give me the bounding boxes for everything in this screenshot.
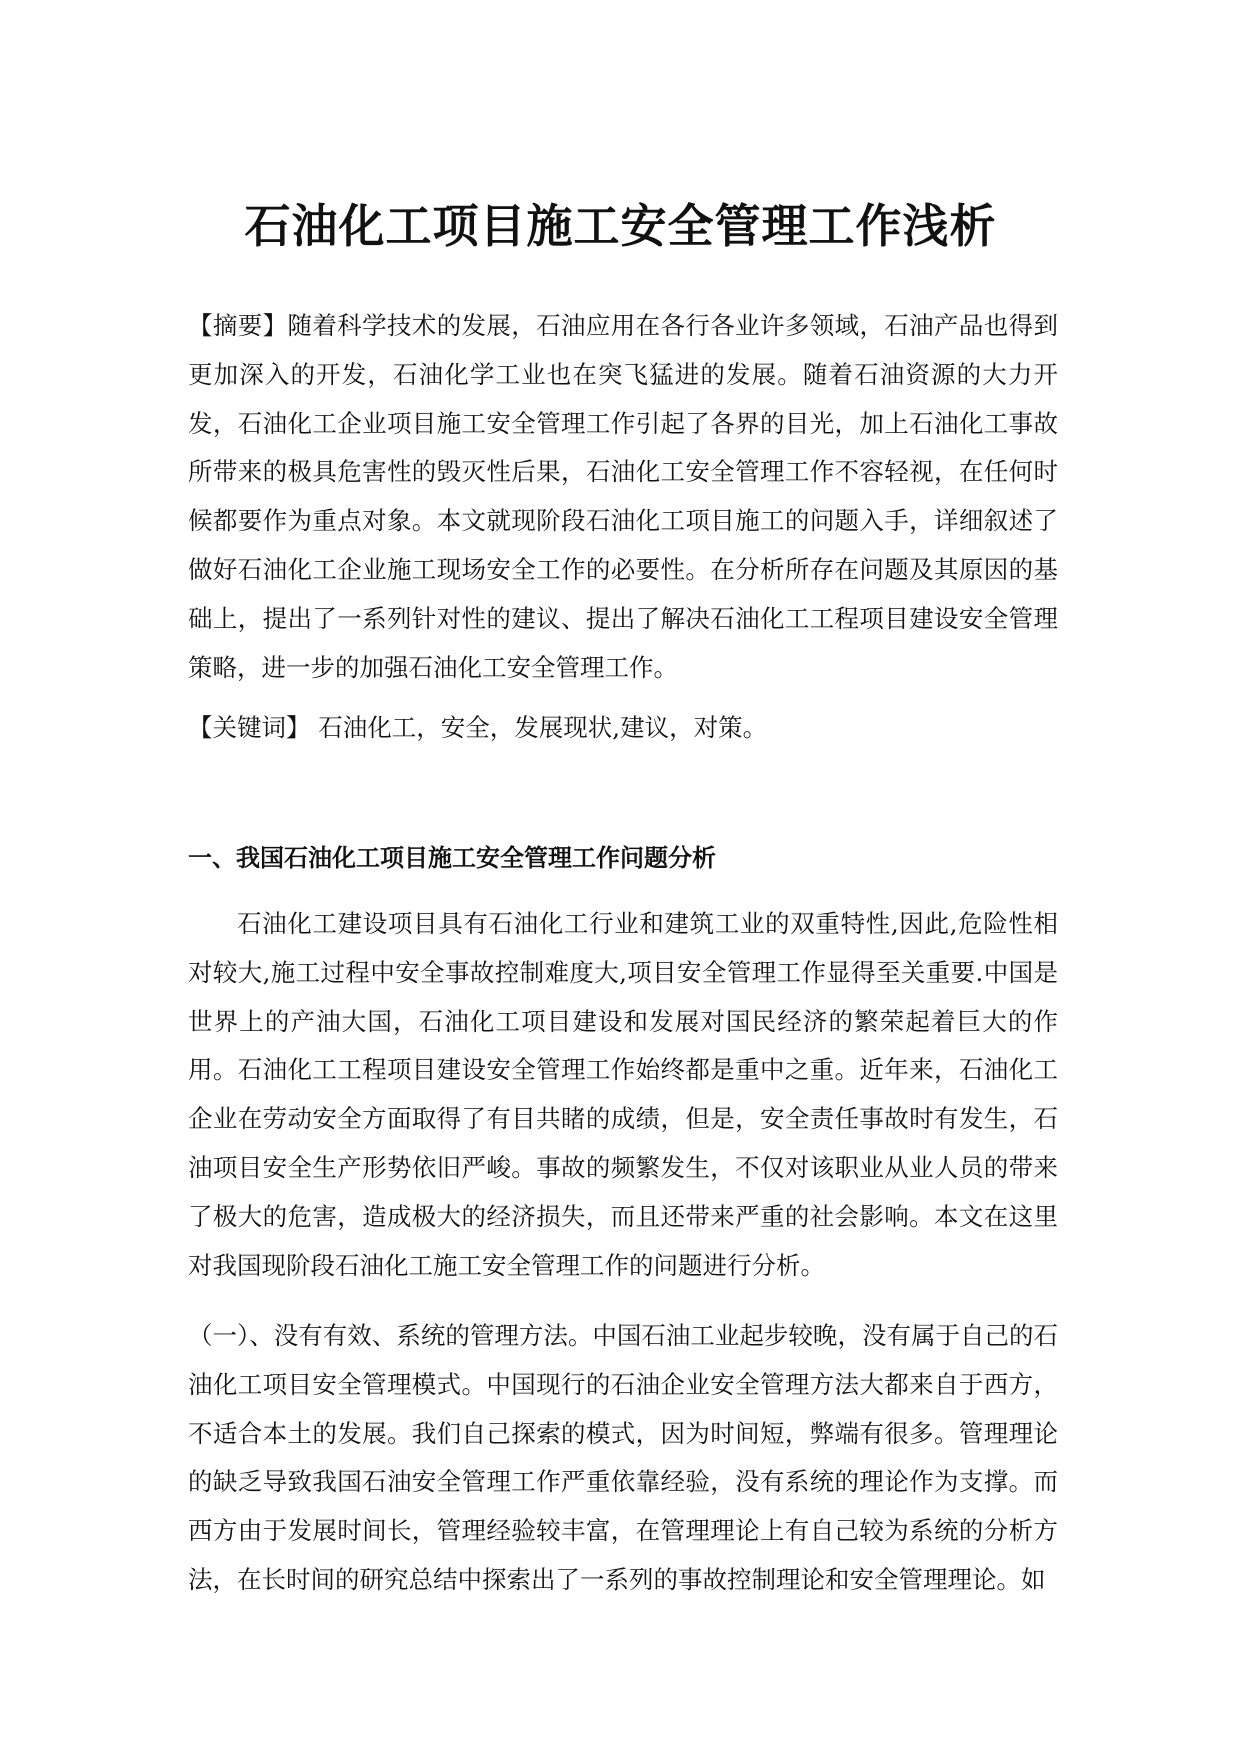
keywords-label: 【关键词】 <box>188 713 311 742</box>
keywords-paragraph <box>188 704 1058 753</box>
abstract-text: 随着科学技术的发展，石油应用在各行各业许多领域，石油产品也得到更加深入的开发，石油化学工业也在突飞猛进的发展。随着石油资源的大力开发，石油化工企业项目施工安全管理工作引起了各界的目光，加上石油化工事故所带来的极具危害性的毁灭性后果，石油化工安全管理工作不容轻视，在任何时候都要作为重点对象。本文就现阶段石油化工项目施工的问题入手，详细叙述了做好石油化工企业施工现场安全工作的必要性。在分析所存在问题及其原因的基础上，提出了一系列针对性的建议、提出了解决石油化工工程项目建设安全管理策略，进一步的加强石油化工安全管理工作。 <box>188 311 1059 682</box>
keywords-text: 石油化工，安全，发展现状,建议，对策。 <box>310 713 768 742</box>
abstract-label: 【摘要】 <box>188 311 288 340</box>
document-title: 石油化工项目施工安全管理工作浅析 <box>244 199 997 253</box>
body-paragraph-2: （一）、没有有效、系统的管理方法。中国石油工业起步较晚，没有属于自己的石油化工项目安全管理模式。中国现行的石油企业安全管理方法大都来自于西方，不适合本土的发展。我们自己探索的模式，因为时间短，弊端有很多。管理理论的缺乏导致我国石油安全管理工作严重依靠经验，没有系统的理论作为支撑。而西方由于发展时间长，管理经验较丰富，在管理理论上有自己较为系统的分析方法，在长时间的研究总结中探索出了一系列的事故控制理论和安全管理理论。如 <box>188 1321 1058 1594</box>
section-heading: 一、我国石油化工项目施工安全管理工作问题分析 <box>188 843 716 872</box>
abstract-paragraph <box>188 302 1058 692</box>
body-paragraph-1: 石油化工建设项目具有石油化工行业和建筑工业的双重特性,因此,危险性相对较大,施工过程中安全事故控制难度大,项目安全管理工作显得至关重要.中国是世界上的产油大国，石油化工项目建设和发展对国民经济的繁荣起着巨大的作用。石油化工工程项目建设安全管理工作始终都是重中之重。近年来，石油化工企业在劳动安全方面取得了有目共睹的成绩，但是，安全责任事故时有发生，石油项目安全生产形势依旧严峻。事故的频繁发生，不仅对该职业从业人员的带来了极大的危害，造成极大的经济损失，而且还带来严重的社会影响。本文在这里对我国现阶段石油化工施工安全管理工作的问题进行分析。 <box>188 909 1058 1280</box>
